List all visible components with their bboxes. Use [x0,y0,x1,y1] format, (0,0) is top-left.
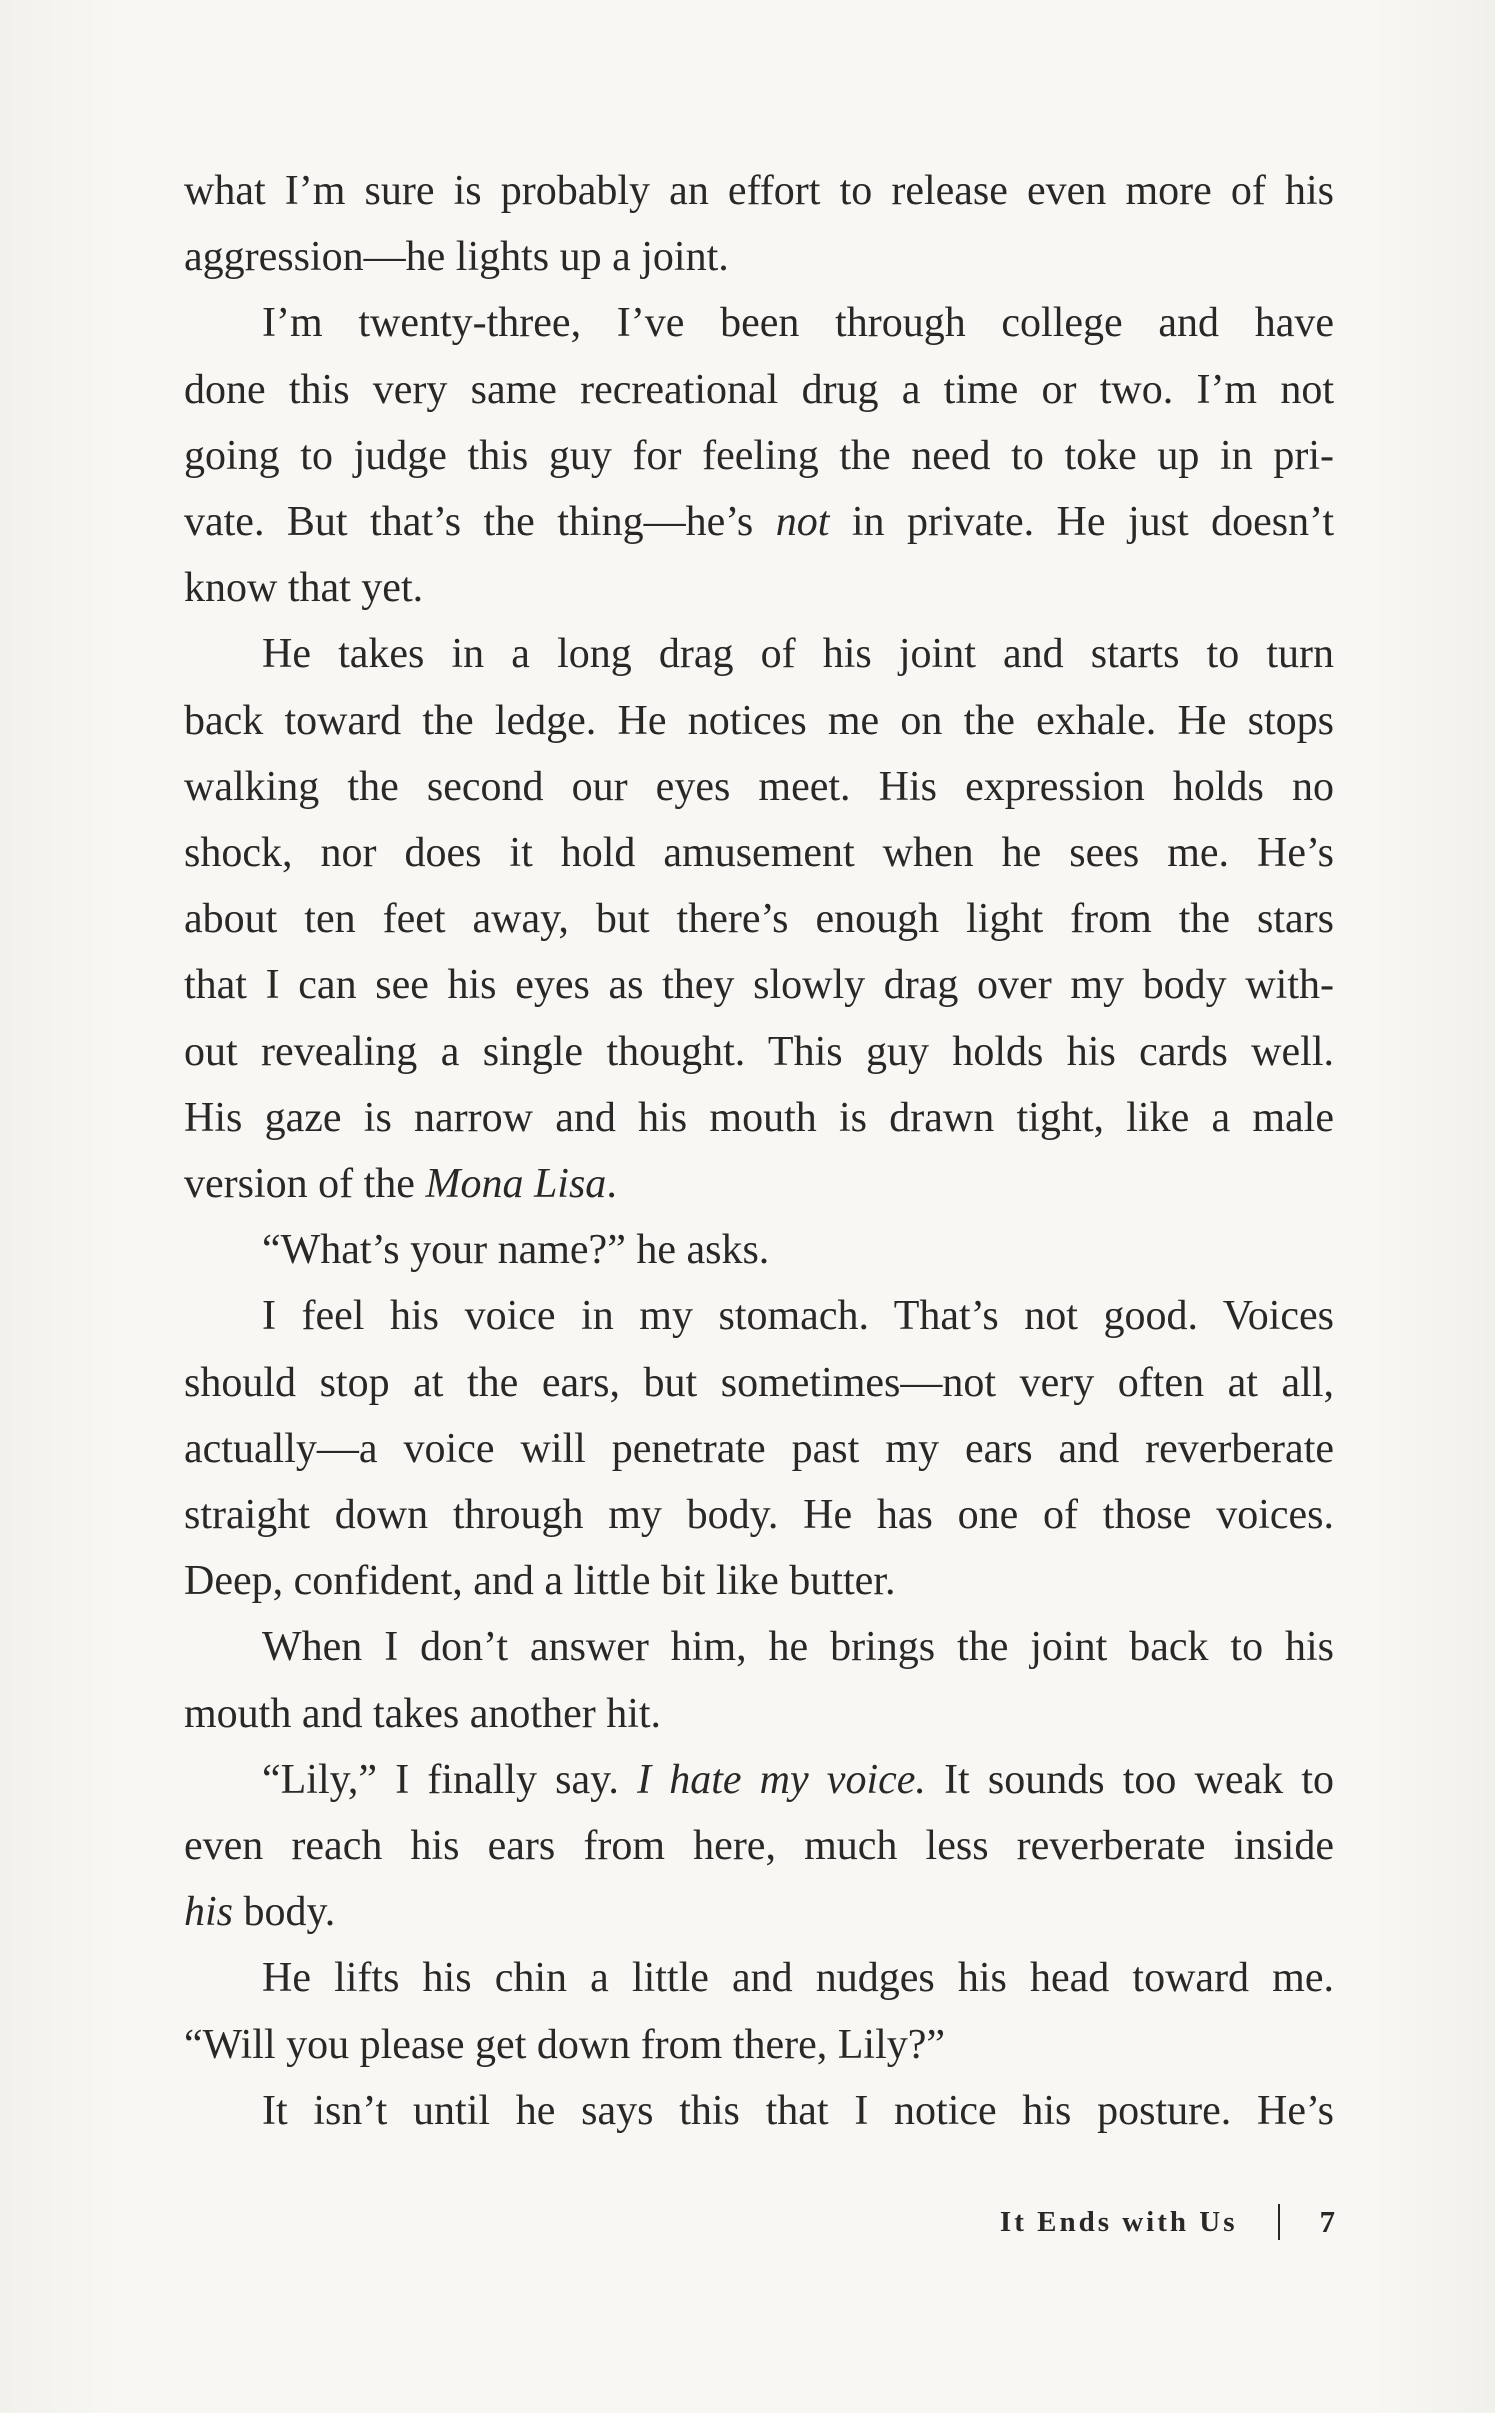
text-line: walking the second our eyes meet. His expression holds no [184,763,1334,810]
text-run: version of the [184,1161,426,1208]
paragraph-6 [184,1614,1334,1746]
paragraph-9 [184,2078,1334,2144]
text-line: mouth and takes another hit. [184,1690,662,1737]
text-line: done this very same recreational drug a time or two. I’m not [184,366,1334,413]
text-line: It isn’t until he says this that I notice his posture. He’s [262,2087,1334,2134]
text-line: Deep, confident, and a little bit like butter. [184,1558,896,1605]
text-line: going to judge this guy for feeling the need to toke up in pri- [184,432,1334,479]
text-line: “What’s your name?” he asks. [262,1227,770,1274]
text-line: about ten feet away, but there’s enough light from the stars [184,896,1334,943]
text-line: “Will you please get down from there, Lily?” [184,2021,946,2068]
running-footer [1000,2204,1335,2240]
text-line: that I can see his eyes as they slowly drag over my body with- [184,962,1334,1009]
footer-divider [1278,2204,1280,2240]
text-line: He takes in a long drag of his joint and starts to turn [262,631,1334,678]
text-line: actually—a voice will penetrate past my ears and reverberate [184,1425,1334,1472]
paragraph-1 [184,158,1334,290]
text-line: out revealing a single thought. This guy holds his cards well. [184,1028,1334,1075]
text-run: It sounds too weak to [925,1756,1334,1803]
paragraph-4 [184,1217,1334,1283]
text-line: His gaze is narrow and his mouth is drawn tight, like a male [184,1094,1334,1141]
text-line [184,1747,1334,1813]
text-line [184,489,1334,555]
paragraph-2 [184,290,1334,621]
page-number: 7 [1319,2204,1335,2239]
text-line: straight down through my body. He has one of those voices. [184,1492,1334,1539]
text-run: in private. He just doesn’t [829,499,1334,546]
text-line: He lifts his chin a little and nudges his head toward me. [262,1955,1334,2002]
book-title: It Ends with Us [999,2205,1238,2238]
italic-run: Mona Lisa [425,1161,607,1208]
paragraph-3 [184,621,1334,1217]
text-run: vate. But that’s the thing—he’s [184,499,776,546]
text-line [184,1151,1334,1217]
text-line: aggression—he lights up a joint. [184,234,729,281]
text-line: should stop at the ears, but sometimes—not very often at all, [184,1359,1334,1406]
text-line: back toward the ledge. He notices me on the exhale. He stops [184,697,1334,744]
text-run: “Lily,” I finally say. [262,1756,638,1803]
body-text [184,158,1334,2144]
text-line: know that yet. [184,565,424,612]
text-line: what I’m sure is probably an effort to release even more of his [184,168,1334,214]
paragraph-5 [184,1283,1334,1614]
italic-run: I hate my voice. [637,1756,926,1803]
paragraph-8 [184,1945,1334,2077]
text-run: . [606,1161,617,1208]
text-line: I’m twenty-three, I’ve been through college and have [262,300,1334,347]
text-run: body. [233,1889,336,1936]
text-line: shock, nor does it hold amusement when he sees me. He’s [184,830,1334,877]
text-line: When I don’t answer him, he brings the joint back to his [262,1624,1334,1671]
text-line: I feel his voice in my stomach. That’s not good. Voices [262,1293,1334,1340]
text-line [184,1879,1334,1945]
italic-run: his [184,1889,234,1936]
text-line: even reach his ears from here, much less reverberate inside [184,1823,1334,1870]
italic-run: not [775,499,830,546]
paragraph-7 [184,1747,1334,1946]
